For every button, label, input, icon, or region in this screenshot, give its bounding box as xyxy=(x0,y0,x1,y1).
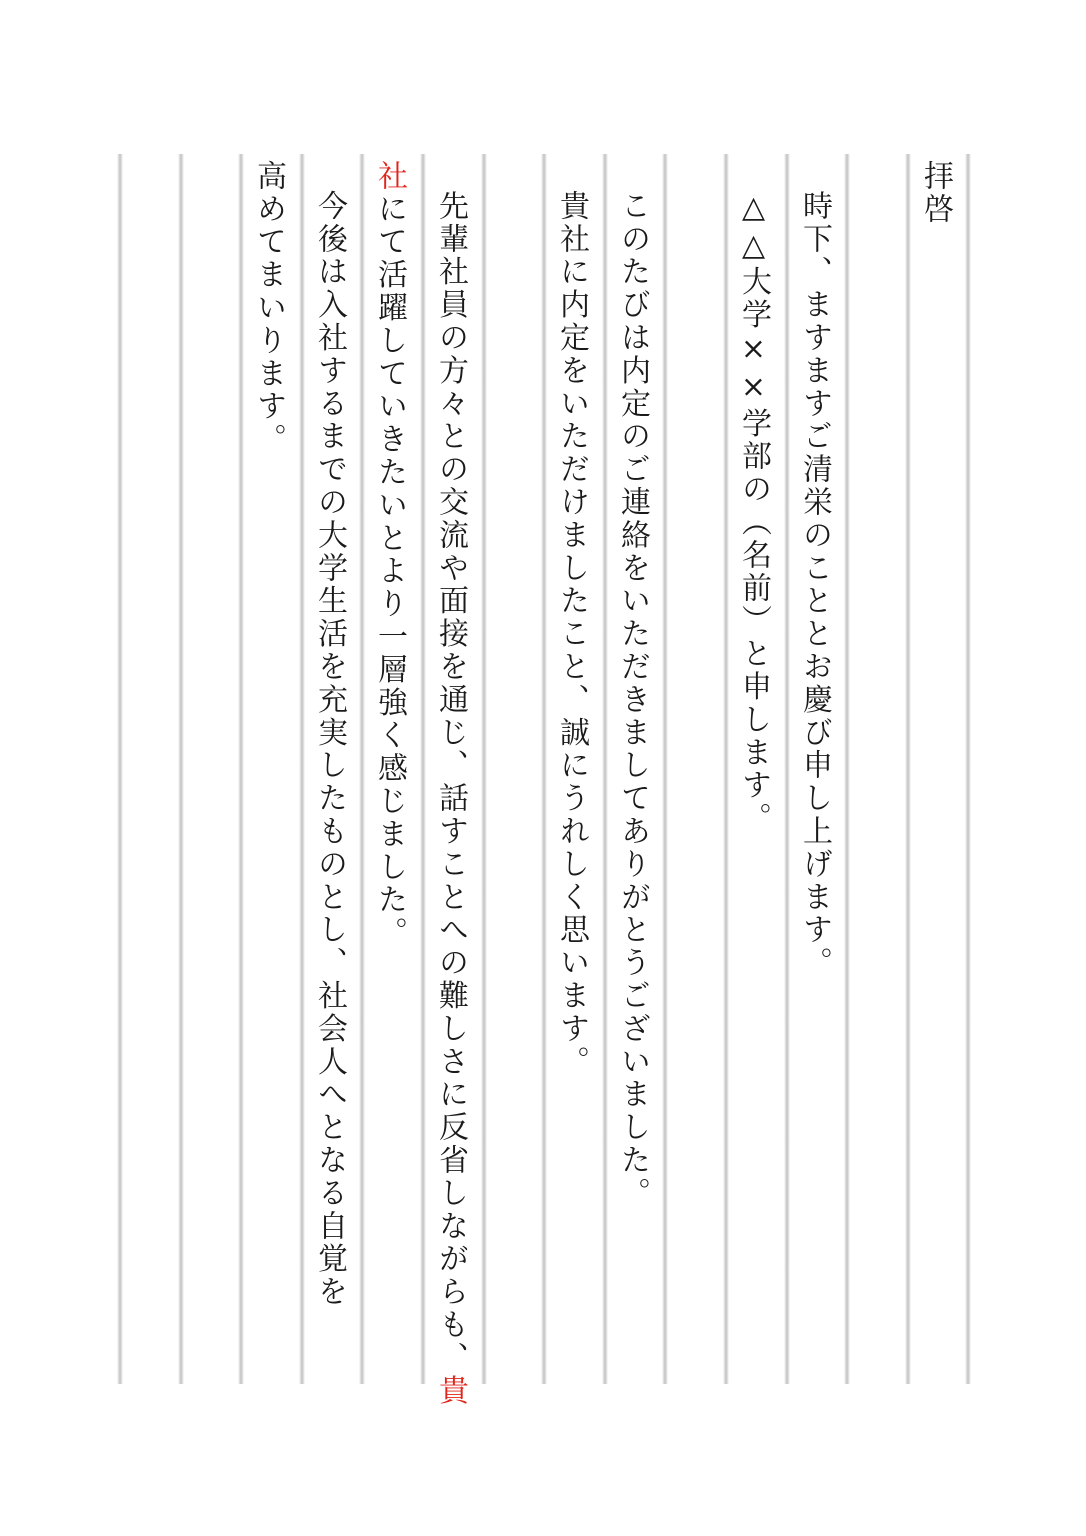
ruled-line xyxy=(299,154,305,1384)
letter-line-5-text: 先輩社員の方々との交流や面接を通じ、話すことへの難しさに反省しながらも、 xyxy=(433,190,468,1375)
highlight-char: 社 xyxy=(372,160,407,193)
ruled-line xyxy=(602,154,608,1384)
ruled-line xyxy=(117,154,123,1384)
letter-line-1: 時下、ますますご清栄のこととお慶び申し上げます。 xyxy=(797,190,832,980)
ruled-line xyxy=(359,154,365,1384)
ruled-line xyxy=(905,154,911,1384)
letter-line-4: 貴社に内定をいただけましたこと、誠にうれしく思います。 xyxy=(554,190,589,1079)
letter-line-2: △△大学××学部の（名前）と申します。 xyxy=(736,190,771,836)
ruled-line xyxy=(844,154,850,1384)
ruled-line xyxy=(238,154,244,1384)
letter-line-8: 高めてまいります。 xyxy=(251,160,286,457)
ruled-line xyxy=(178,154,184,1384)
letter-line-5 xyxy=(433,190,467,1407)
ruled-line xyxy=(541,154,547,1384)
letter-line-6-text: にて活躍していきたいとより一層強く感じました。 xyxy=(372,192,407,950)
letter-line-7: 今後は入社するまでの大学生活を充実したものとし、社会人へとなる自覚を xyxy=(312,190,347,1309)
ruled-line xyxy=(965,154,971,1384)
letter-line-6 xyxy=(372,160,406,950)
ruled-line xyxy=(662,154,668,1384)
highlight-char: 貴 xyxy=(433,1374,468,1408)
ruled-line xyxy=(784,154,790,1384)
letter-opening: 拝啓 xyxy=(918,160,953,226)
letter-line-3: このたびは内定のご連絡をいただきましてありがとうございました。 xyxy=(615,190,650,1210)
ruled-line xyxy=(420,154,426,1384)
ruled-line xyxy=(481,154,487,1384)
ruled-line xyxy=(723,154,729,1384)
